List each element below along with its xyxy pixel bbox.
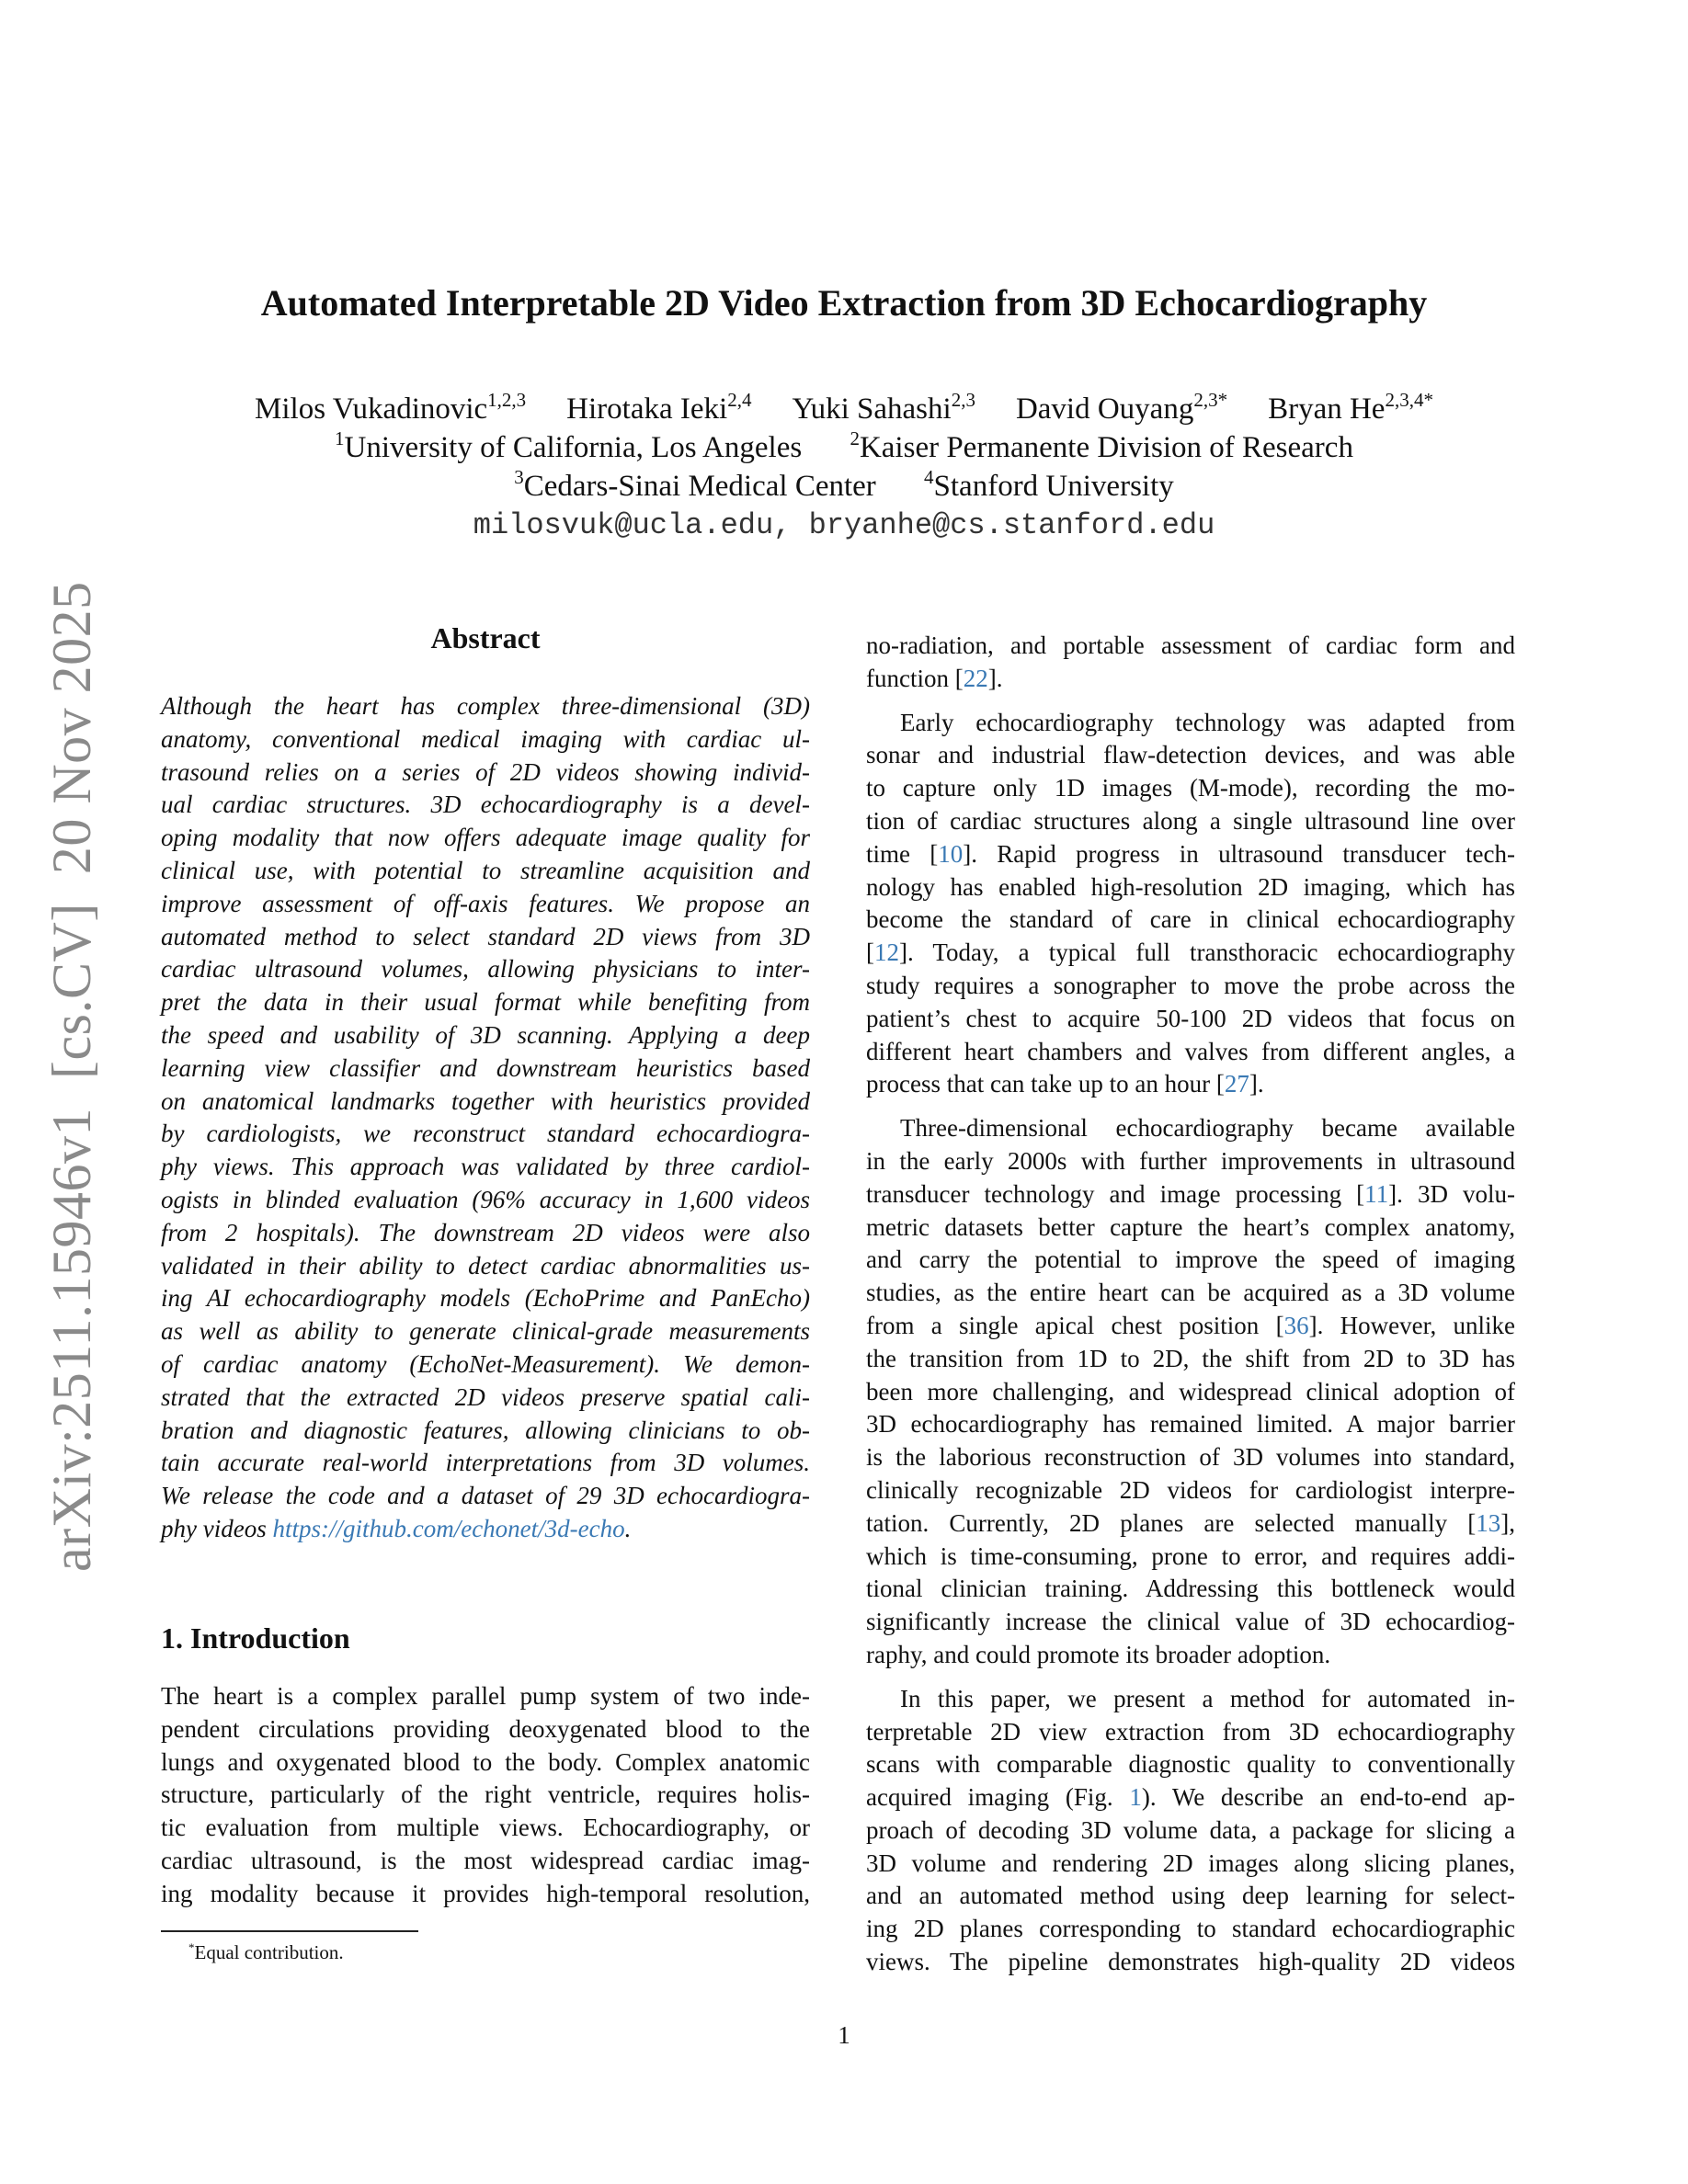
body-text-line: sonar and industrial flaw-detection devices, and was able bbox=[866, 741, 1515, 769]
affiliation: $^4$Stanford University bbox=[924, 466, 1174, 503]
citation-link[interactable]: 36 bbox=[1283, 1311, 1309, 1339]
paragraph-gap bbox=[866, 1101, 1515, 1112]
body-text-line: different heart chambers and valves from different angles, a bbox=[866, 1037, 1515, 1065]
author-name: David Ouyang$^{2,3*}$ bbox=[1015, 389, 1228, 426]
paragraph-gap bbox=[866, 1672, 1515, 1683]
body-text-line: is the laborious reconstruction of 3D volumes into standard, bbox=[866, 1443, 1515, 1472]
abstract-line: bration and diagnostic features, allowing clinicians to ob- bbox=[161, 1416, 810, 1444]
body-text-line: 3D echocardiography has remained limited. A major barrier bbox=[866, 1410, 1515, 1439]
body-text-line: which is time-consuming, prone to error, and requires addi- bbox=[866, 1541, 1515, 1570]
abstract-line: cardiac ultrasound volumes, allowing physicians to inter- bbox=[161, 955, 810, 984]
abstract-line: tain accurate real-world interpretations from 3D volumes. bbox=[161, 1449, 810, 1477]
body-text-line: acquired imaging (Fig. 1). We describe an end-to-end ap- bbox=[866, 1783, 1515, 1812]
paragraph bbox=[866, 1683, 1515, 1979]
body-text-line: In this paper, we present a method for automated in- bbox=[900, 1684, 1515, 1712]
citation-link[interactable]: 27 bbox=[1224, 1070, 1249, 1098]
abstract-line: clinical use, with potential to streamline acquisition and bbox=[161, 856, 810, 884]
author-list bbox=[0, 390, 1688, 428]
body-text-line: Three-dimensional echocardiography became available bbox=[900, 1114, 1515, 1143]
body-text-line: tion of cardiac structures along a single ultrasound line over bbox=[866, 806, 1515, 835]
body-text-line: studies, as the entire heart can be acquired as a 3D volume bbox=[866, 1279, 1515, 1307]
body-text-line: metric datasets better capture the heart’s complex anatomy, bbox=[866, 1212, 1515, 1241]
footnote: *Equal contribution. bbox=[188, 1940, 344, 1963]
body-text-line: [12]. Today, a typical full transthoracic echocardiography bbox=[866, 938, 1515, 967]
affiliation: $^2$Kaiser Permanente Division of Research bbox=[850, 427, 1353, 464]
body-text-line: no-radiation, and portable assessment of cardiac form and bbox=[866, 631, 1515, 659]
body-text-line: ing modality because it provides high-temporal resolution, bbox=[161, 1879, 810, 1907]
body-text-line: pendent circulations providing deoxygenated blood to the bbox=[161, 1714, 810, 1743]
author-emails[interactable]: milosvuk@ucla.edu, bryanhe@cs.stanford.edu bbox=[473, 508, 1215, 542]
abstract-line: learning view classifier and downstream heuristics based bbox=[161, 1053, 810, 1082]
affiliation: $^3$Cedars-Sinai Medical Center bbox=[514, 466, 876, 503]
body-text-line: nology has enabled high-resolution 2D imaging, which has bbox=[866, 872, 1515, 901]
body-text-line: to capture only 1D images (M-mode), recording the mo- bbox=[866, 774, 1515, 802]
body-text-line: study requires a sonographer to move the probe across the bbox=[866, 971, 1515, 999]
abstract-line: improve assessment of off-axis features. We propose an bbox=[161, 889, 810, 917]
author-name: Yuki Sahashi$^{2,3}$ bbox=[792, 389, 975, 426]
paragraph bbox=[866, 1112, 1515, 1672]
body-text-line: structure, particularly of the right ventricle, requires holis- bbox=[161, 1780, 810, 1809]
paragraph-gap bbox=[866, 696, 1515, 707]
abstract-line: ogists in blinded evaluation (96% accuracy in 1,600 videos bbox=[161, 1185, 810, 1213]
abstract-last-line: phy videos https://github.com/echonet/3d-echo. bbox=[161, 1514, 632, 1542]
abstract-line: by cardiologists, we reconstruct standard echocardiogra- bbox=[161, 1120, 810, 1148]
body-text-line: scans with comparable diagnostic quality to conventionally bbox=[866, 1750, 1515, 1779]
body-text-line: terpretable 2D view extraction from 3D echocardiography bbox=[866, 1717, 1515, 1746]
body-text-line: time [10]. Rapid progress in ultrasound transducer tech- bbox=[866, 839, 1516, 868]
body-text-line: views. The pipeline demonstrates high-quality 2D videos bbox=[866, 1948, 1515, 1976]
body-text-line: lungs and oxygenated blood to the body. Complex anatomic bbox=[161, 1747, 810, 1776]
arxiv-identifier-stamp[interactable]: arXiv:2511.15946v1 [cs.CV] 20 Nov 2025 bbox=[41, 581, 102, 1572]
body-text-line: the transition from 1D to 2D, the shift from 2D to 3D has bbox=[866, 1344, 1515, 1372]
abstract-line: on anatomical landmarks together with heuristics provided bbox=[161, 1086, 810, 1115]
body-text-line: cardiac ultrasound, is the most widespread cardiac imag- bbox=[161, 1846, 810, 1874]
body-text-line: and an automated method using deep learning for select- bbox=[866, 1882, 1515, 1910]
citation-link[interactable]: 12 bbox=[874, 938, 899, 967]
author-name: Milos Vukadinovic$^{1,2,3}$ bbox=[255, 389, 527, 426]
abstract-line: validated in their ability to detect cardiac abnormalities us- bbox=[161, 1251, 810, 1280]
paragraph bbox=[866, 630, 1515, 696]
body-text-line: patient’s chest to acquire 50-100 2D videos that focus on bbox=[866, 1004, 1515, 1032]
page-number: 1 bbox=[838, 2021, 850, 2049]
citation-link[interactable]: 10 bbox=[938, 839, 964, 868]
body-text-line: Early echocardiography technology was adapted from bbox=[900, 708, 1515, 736]
body-text-line: from a single apical chest position [36]. However, unlike bbox=[866, 1311, 1515, 1339]
abstract-body bbox=[161, 690, 810, 1546]
affiliations-line-2 bbox=[0, 467, 1688, 506]
body-text-line: The heart is a complex parallel pump system of two inde- bbox=[161, 1682, 810, 1710]
section-heading-introduction: 1. Introduction bbox=[161, 1621, 350, 1655]
body-text-line: tional clinician training. Addressing this bottleneck would bbox=[866, 1575, 1515, 1603]
abstract-line: automated method to select standard 2D views from 3D bbox=[161, 922, 810, 950]
body-text-line: function [22]. bbox=[866, 664, 1003, 692]
abstract-heading: Abstract bbox=[430, 621, 541, 654]
abstract-line: strated that the extracted 2D videos preserve spatial cali- bbox=[161, 1382, 810, 1411]
affiliation: $^1$University of California, Los Angeles bbox=[335, 427, 803, 464]
abstract-line: from 2 hospitals). The downstream 2D videos were also bbox=[161, 1218, 810, 1246]
abstract-line: pret the data in their usual format while benefiting from bbox=[161, 988, 810, 1017]
citation-link[interactable]: 11 bbox=[1364, 1179, 1389, 1208]
introduction-left-column bbox=[161, 1680, 810, 1911]
body-text-line: clinically recognizable 2D videos for cardiologist interpre- bbox=[866, 1475, 1515, 1504]
body-text-line: raphy, and could promote its broader adoption. bbox=[866, 1640, 1331, 1668]
github-link[interactable]: https://github.com/echonet/3d-echo bbox=[272, 1514, 625, 1542]
body-text-line: become the standard of care in clinical echocardiography bbox=[866, 905, 1515, 934]
abstract-line: We release the code and a dataset of 29 3D echocardiogra- bbox=[161, 1482, 810, 1510]
abstract-line: phy views. This approach was validated by three cardiol- bbox=[161, 1153, 810, 1181]
abstract-line: of cardiac anatomy (EchoNet-Measurement). We demon- bbox=[161, 1349, 810, 1378]
citation-link[interactable]: 13 bbox=[1476, 1508, 1501, 1537]
body-text-line: significantly increase the clinical value of 3D echocardiog- bbox=[866, 1608, 1515, 1636]
abstract-line: the speed and usability of 3D scanning. Applying a deep bbox=[161, 1020, 810, 1049]
abstract-line: ual cardiac structures. 3D echocardiography is a devel- bbox=[161, 791, 810, 819]
body-text-line: transducer technology and image processing [11]. 3D volu- bbox=[866, 1179, 1515, 1208]
abstract-line: anatomy, conventional medical imaging with cardiac ul- bbox=[161, 724, 810, 753]
body-text-line: tic evaluation from multiple views. Echocardiography, or bbox=[161, 1814, 810, 1842]
body-text-line: process that can take up to an hour [27]. bbox=[866, 1070, 1264, 1098]
author-name: Hirotaka Ieki$^{2,4}$ bbox=[566, 389, 752, 426]
body-text-line: tation. Currently, 2D planes are selected manually [13], bbox=[866, 1508, 1515, 1537]
affiliations-line-1 bbox=[0, 428, 1688, 467]
paper-title: Automated Interpretable 2D Video Extraction from 3D Echocardiography bbox=[260, 282, 1428, 324]
abstract-line: trasound relies on a series of 2D videos showing individ- bbox=[161, 757, 810, 786]
body-text-line: ing 2D planes corresponding to standard echocardiographic bbox=[866, 1915, 1515, 1943]
body-text-line: and carry the potential to improve the speed of imaging bbox=[866, 1246, 1515, 1274]
body-text-line: proach of decoding 3D volume data, a package for slicing a bbox=[866, 1815, 1515, 1844]
abstract-line: oping modality that now offers adequate image quality for bbox=[161, 824, 810, 852]
citation-link[interactable]: 1 bbox=[1129, 1783, 1142, 1812]
body-text-line: in the early 2000s with further improvements in ultrasound bbox=[866, 1146, 1515, 1175]
body-text-line: been more challenging, and widespread clinical adoption of bbox=[866, 1377, 1515, 1405]
paragraph bbox=[866, 707, 1515, 1102]
abstract-line: Although the heart has complex three-dimensional (3D) bbox=[161, 692, 810, 720]
abstract-line: as well as ability to generate clinical-grade measurements bbox=[161, 1317, 810, 1346]
introduction-right-column bbox=[866, 630, 1515, 1979]
abstract-line: ing AI echocardiography models (EchoPrime and PanEcho) bbox=[161, 1284, 810, 1313]
footnote-divider bbox=[161, 1930, 418, 1932]
author-name: Bryan $He^{2,3,4*}$ bbox=[1268, 389, 1433, 426]
body-text-line: 3D volume and rendering 2D images along slicing planes, bbox=[866, 1848, 1515, 1877]
citation-link[interactable]: 22 bbox=[963, 664, 988, 692]
